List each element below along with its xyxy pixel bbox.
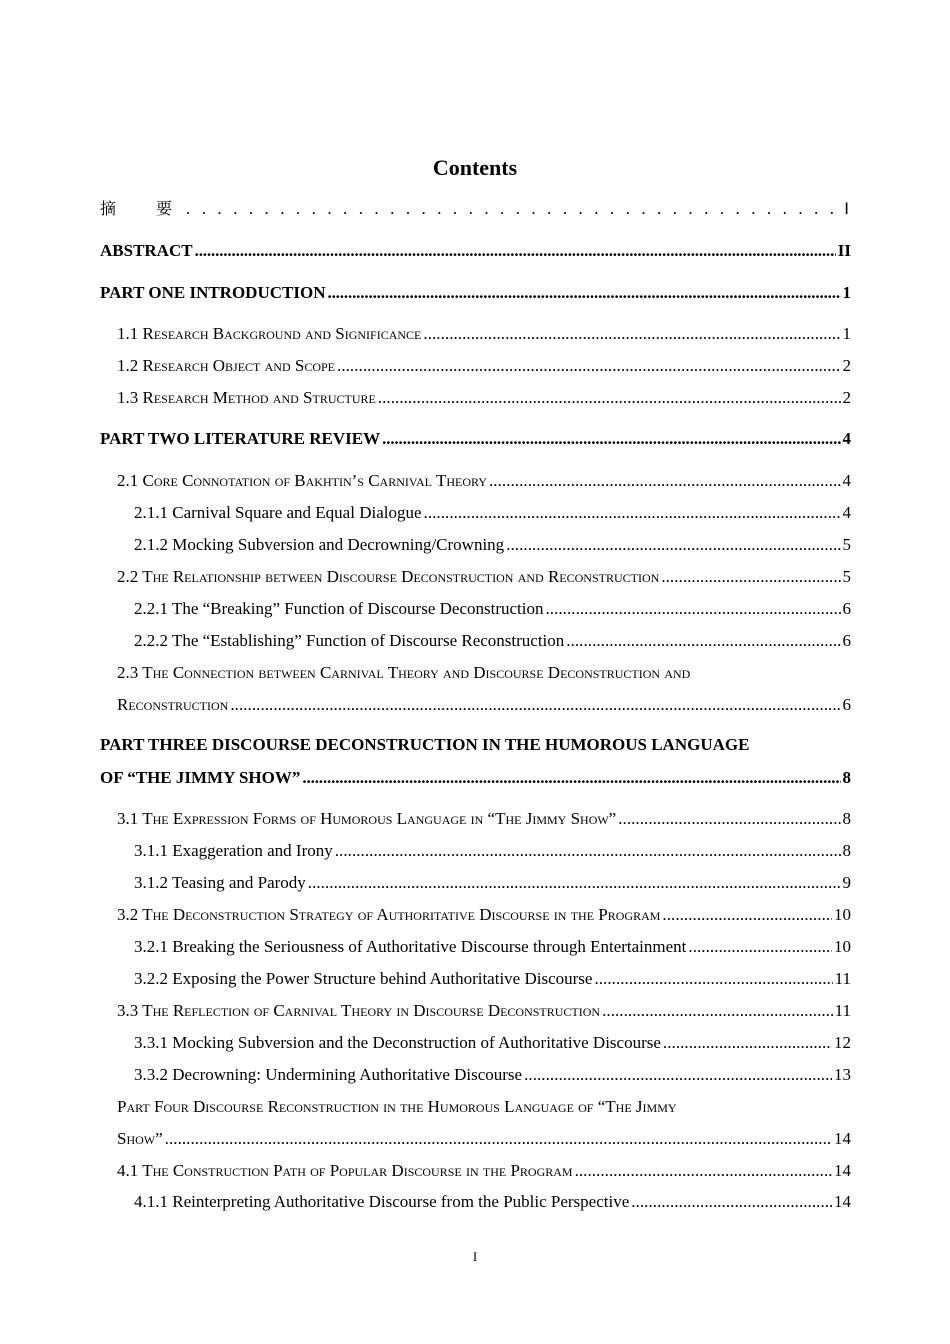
toc-entry[interactable] [100,428,851,450]
toc-entry[interactable] [100,282,851,304]
dot-leader [186,198,842,220]
toc-entry-title: 3.2.1 Breaking the Seriousness of Authoritative Discourse through Entertainment [134,937,687,956]
toc-entry-title: PART THREE DISCOURSE DECONSTRUCTION IN THE HUMOROUS LANGUAGE [100,735,750,754]
dot-leader [489,470,841,492]
toc-entry[interactable] [134,968,851,990]
toc-entry[interactable] [117,1000,851,1022]
dot-leader [631,1191,832,1213]
toc-entry-title: Part Four Discourse Reconstruction in the Humorous Language of “The Jimmy [117,1097,677,1116]
toc-entry-page: 11 [834,969,851,988]
dot-leader [424,502,841,524]
toc-entry[interactable] [117,387,851,409]
toc-entry[interactable] [117,694,851,716]
toc-entry-title: 2.2.1 The “Breaking” Function of Discourse Deconstruction [134,599,544,618]
toc-entry-page: 6 [842,599,851,618]
toc-entry[interactable] [134,1064,851,1086]
toc-entry-title: 2.1 Core Connotation of Bakhtin’s Carnival Theory [117,471,487,490]
toc-entry-title: PART ONE INTRODUCTION [100,283,326,302]
toc-entry[interactable] [100,767,851,789]
dot-leader [308,872,841,894]
toc-entry[interactable] [100,198,851,220]
toc-entry[interactable] [134,598,851,620]
dot-leader [506,534,840,556]
toc-entry[interactable] [134,1032,851,1054]
dot-leader [566,630,840,652]
toc-entry[interactable] [134,502,851,524]
toc-entry[interactable] [117,470,851,492]
toc-entry-title: 3.2.2 Exposing the Power Structure behind Authoritative Discourse [134,969,593,988]
toc-entry[interactable] [117,323,851,345]
toc-entry-page: II [837,241,851,260]
toc-entry[interactable] [100,240,851,262]
dot-leader [337,355,840,377]
toc-entry-title: 3.3 The Reflection of Carnival Theory in Discourse Deconstruction [117,1001,601,1020]
toc-entry-title: 1.1 Research Background and Significance [117,324,422,343]
toc-entry-title: 2.2.2 The “Establishing” Function of Discourse Reconstruction [134,631,565,650]
toc-entry-page: 5 [842,535,851,554]
toc-entry-title: 1.3 Research Method and Structure [117,388,376,407]
dot-leader [335,840,841,862]
dot-leader [230,694,840,716]
toc-entry-page: 6 [842,695,851,714]
toc-entry-page: 14 [834,1161,851,1180]
toc-entry-title: 2.1.1 Carnival Square and Equal Dialogue [134,503,422,522]
toc-entry-page: 11 [834,1001,851,1020]
toc-entry-title: 1.2 Research Object and Scope [117,356,336,375]
toc-entry[interactable] [117,1128,851,1150]
toc-entry-title: ABSTRACT [100,241,193,260]
toc-entry-title: 3.1.1 Exaggeration and Irony [134,841,333,860]
toc-entry-page: 8 [842,768,851,787]
toc-entry-page: Ⅰ [844,199,849,218]
toc-entry-page: 14 [834,1129,851,1148]
toc-entry-page: 1 [842,324,851,343]
toc-entry-title: 3.1 The Expression Forms of Humorous Language in “The Jimmy Show” [117,809,617,828]
toc-entry-title: 2.2 The Relationship between Discourse Deconstruction and Reconstruction [117,567,660,586]
dot-leader [575,1160,832,1182]
toc-entry-title: Reconstruction [117,695,229,714]
toc-entry-page: 8 [842,841,851,860]
dot-leader [663,1032,832,1054]
page-number: I [472,1249,478,1264]
dot-leader [327,282,840,304]
toc-entry[interactable] [134,534,851,556]
toc-entry-page: 10 [834,937,851,956]
toc-entry-page: 5 [842,567,851,586]
page-title: Contents [432,155,518,180]
toc-entry[interactable] [134,630,851,652]
toc-entry-page: 2 [842,388,851,407]
dot-leader [661,566,840,588]
toc-entry-page: 9 [842,873,851,892]
dot-leader [423,323,840,345]
toc-entry[interactable] [134,840,851,862]
toc-entry[interactable] [134,872,851,894]
toc-entry-title: 3.2 The Deconstruction Strategy of Authoritative Discourse in the Program [117,905,661,924]
toc-entry-page: 4 [842,429,851,448]
toc-entry-title: PART TWO LITERATURE REVIEW [100,429,381,448]
dot-leader [378,387,841,409]
toc-entry-title: OF “THE JIMMY SHOW” [100,768,301,787]
dot-leader [618,808,840,830]
toc-entry-page: 6 [842,631,851,650]
toc-entry-title: 4.1.1 Reinterpreting Authoritative Discourse from the Public Perspective [134,1192,630,1211]
dot-leader [662,904,832,926]
toc-entry-title: 4.1 The Construction Path of Popular Discourse in the Program [117,1161,573,1180]
toc-entry-page: 2 [842,356,851,375]
toc-entry[interactable] [117,662,851,684]
toc-entry-title: Show” [117,1129,163,1148]
toc-entry[interactable] [100,734,851,756]
toc-entry-page: 1 [842,283,851,302]
dot-leader [302,767,840,789]
toc-entry-page: 8 [842,809,851,828]
toc-entry-page: 4 [842,503,851,522]
dot-leader [602,1000,833,1022]
toc-entry-title: 2.1.2 Mocking Subversion and Decrowning/Crowning [134,535,505,554]
toc-entry-title: 2.3 The Connection between Carnival Theory and Discourse Deconstruction and [117,663,691,682]
toc-entry-page: 12 [834,1033,851,1052]
dot-leader [688,936,832,958]
toc-entry[interactable] [117,1096,851,1118]
toc-entry[interactable] [117,566,851,588]
toc-entry[interactable] [134,936,851,958]
dot-leader [594,968,832,990]
toc-entry-title: 3.1.2 Teasing and Parody [134,873,306,892]
toc-entry-title: 摘 要 [100,199,185,218]
toc-entry-page: 13 [834,1065,851,1084]
toc-entry-page: 4 [842,471,851,490]
toc-entry[interactable] [134,1191,851,1213]
toc-entry-title: 3.3.2 Decrowning: Undermining Authoritative Discourse [134,1065,523,1084]
toc-entry[interactable] [117,808,851,830]
toc-entry[interactable] [117,1160,851,1182]
dot-leader [165,1128,832,1150]
dot-leader [545,598,840,620]
toc-entry[interactable] [117,355,851,377]
toc-entry[interactable] [117,904,851,926]
toc-entry-page: 10 [834,905,851,924]
dot-leader [382,428,840,450]
toc-entry-page: 14 [834,1192,851,1211]
dot-leader [524,1064,832,1086]
dot-leader [195,240,836,262]
toc-entry-title: 3.3.1 Mocking Subversion and the Deconstruction of Authoritative Discourse [134,1033,661,1052]
